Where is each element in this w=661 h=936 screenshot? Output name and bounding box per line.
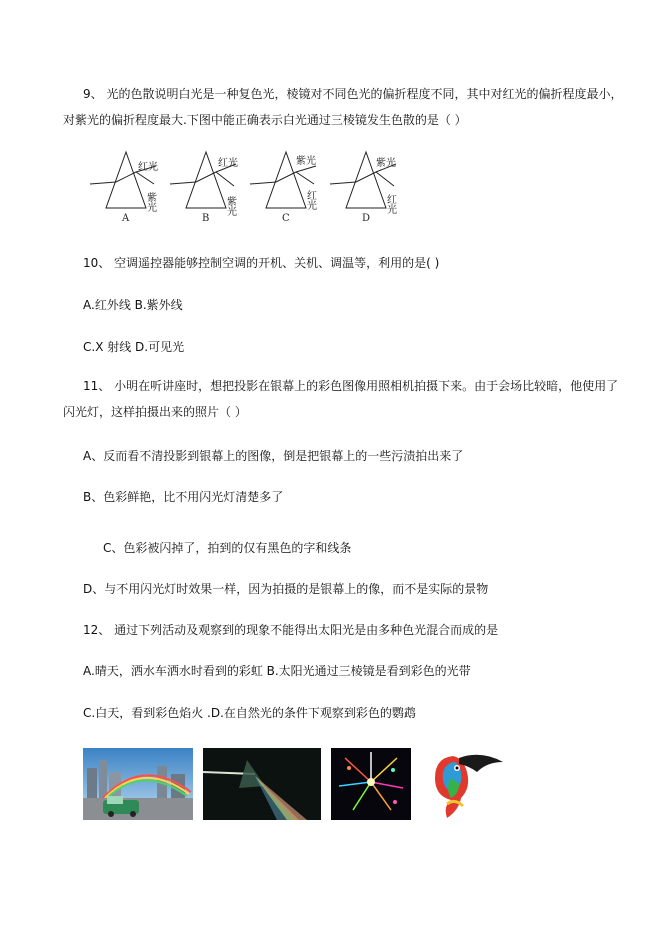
q9-line2: 对紫光的偏折程度最大.下图中能正确表示白光通过三棱镜发生色散的是（ ）	[63, 113, 467, 127]
fireworks-photo	[331, 748, 411, 820]
q10-options-row2: C.X 射线 D.可见光	[83, 340, 185, 354]
diagram-a-letter: A	[122, 213, 130, 224]
q11-option-c: C、色彩被闪掉了，拍到的仅有黑色的字和线条	[103, 541, 352, 555]
rainbow-photo	[83, 748, 193, 820]
q9-line1: 9、 光的色散说明白光是一种复色光，棱镜对不同色光的偏折程度不同，其中对红光的偏折程度最小，	[83, 87, 623, 101]
q10-question: 10、 空调遥控器能够控制空调的开机、关机、调温等，利用的是( )	[83, 256, 440, 270]
q11-option-b: B、色彩鲜艳，比不用闪光灯清楚多了	[83, 490, 284, 504]
prism-diagram-d	[330, 152, 397, 224]
q11-option-d: D、与不用闪光灯时效果一样，因为拍摄的是银幕上的像，而不是实际的景物	[83, 582, 489, 596]
prism-light-photo	[203, 748, 321, 820]
diagram-d-bottom-label: 红光	[384, 194, 396, 214]
q11-option-a: A、反而看不清投影到银幕上的图像，倒是把银幕上的一些污渍拍出来了	[83, 449, 464, 463]
q11-line1: 11、 小明在听讲座时，想把投影在银幕上的彩色图像用照相机拍摄下来。由于会场比较暗，他使用了	[83, 379, 619, 393]
q10-options-row1: A.红外线 B.紫外线	[83, 298, 183, 312]
q11-line2: 闪光灯，这样拍摄出来的照片（ ）	[63, 405, 247, 419]
parrot-illustration	[423, 748, 511, 820]
diagram-b-bottom-label: 紫光	[224, 196, 236, 216]
diagram-b-letter: B	[202, 213, 210, 224]
diagram-c-letter: C	[282, 213, 290, 224]
prism-diagram-c	[250, 152, 317, 224]
q12-question: 12、 通过下列活动及观察到的现象不能得出太阳光是由多种色光混合而成的是	[83, 623, 499, 637]
diagram-c-top-label: 紫光	[296, 156, 316, 167]
diagram-d-letter: D	[362, 213, 371, 224]
prism-diagram-b	[170, 152, 238, 224]
q12-options-row2: C.白天，看到彩色焰火 .D.在自然光的条件下观察到彩色的鹦鹉	[83, 706, 416, 720]
diagram-c-bottom-label: 红光	[304, 190, 316, 210]
diagram-b-top-label: 红光	[218, 158, 238, 169]
prism-diagram-a	[90, 152, 158, 224]
prism-diagrams	[88, 148, 408, 226]
diagram-a-top-label: 红光	[138, 162, 158, 173]
diagram-d-top-label: 紫光	[376, 158, 396, 169]
diagram-a-bottom-label: 紫光	[144, 192, 156, 212]
q12-options-row1: A.晴天，洒水车洒水时看到的彩虹 B.太阳光通过三棱镜是看到彩色的光带	[83, 664, 471, 678]
